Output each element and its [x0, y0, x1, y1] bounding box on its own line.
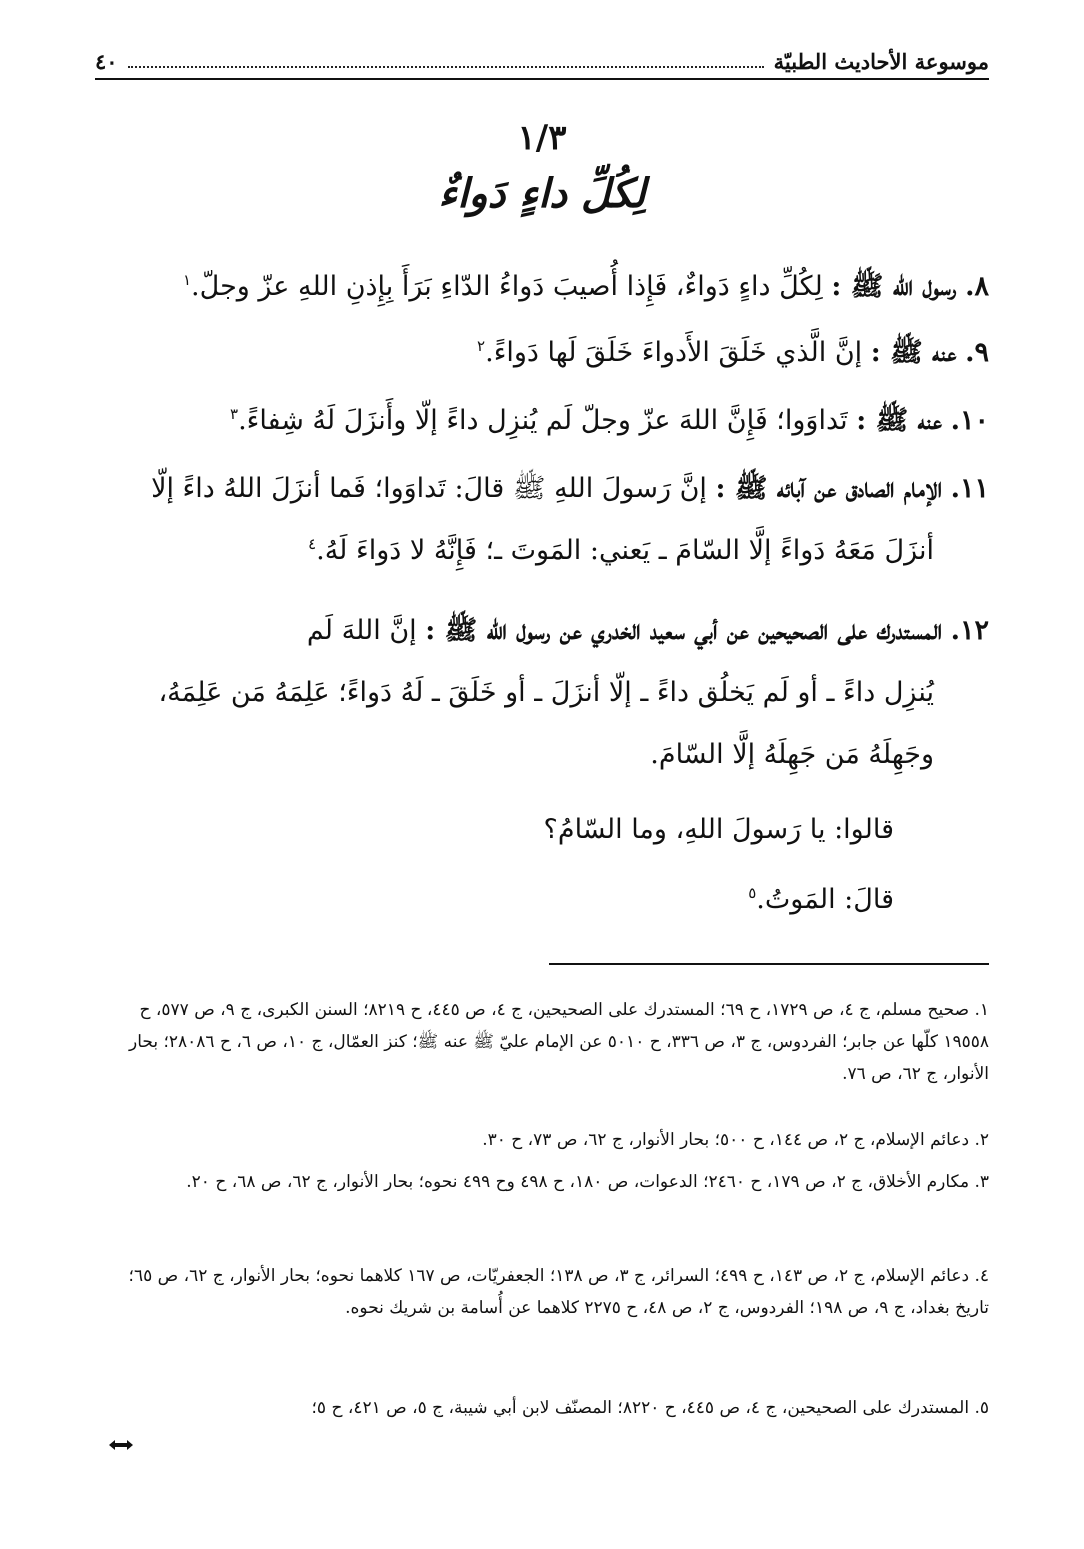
book-title: موسوعة الأحاديث الطبيّة — [773, 49, 989, 74]
hadith-12: ١٢. المستدرك على الصحيحين عن أبي سعيد الخدري عن رسول الله ﷺ : إنَّ اللهَ لَم يُنزِل داءً ـ أو لَم يَخلُق داءً ـ إلّا أنزَلَ ـ أو خَلَقَ ـ لَهُ دَواءً؛ عَلِمَهُ مَن عَلِمَهُ، وجَهِلَهُ مَن جَهِلَهُ إلَّا السّامَ. — [158, 615, 989, 770]
footnote-ref[interactable]: ٥ — [748, 884, 757, 902]
hadith-8: ٨. رسول الله ﷺ : لِكُلِّ داءٍ دَواءٌ، فَإِذا أُصيبَ دَواءُ الدّاءِ بَرَأَ بِإِذنِ اللهِ عزّ وجلّ.$^١$ — [182, 271, 989, 302]
hadith-10: ١٠. عنه ﷺ : تَداوَوا؛ فَإِنَّ اللهَ عزّ وجلّ لَم يُنزِل داءً إلّا وأَنزَلَ لَهُ شِفاءً.$^٣$ — [230, 405, 989, 436]
hadith-9: ٩. عنه ﷺ : إنَّ الَّذي خَلَقَ الأَدواءَ خَلَقَ لَها دَواءً.$^٢$ — [477, 337, 989, 368]
dialog-answer: قالَ: المَوتُ.$^٥$ — [748, 884, 894, 915]
dialog-question: قالوا: يا رَسولَ اللهِ، وما السّامُ؟ — [543, 814, 894, 845]
hadith-11: ١١. الإمام الصادق عن آبائه ﷺ : إنَّ رَسولَ اللهِ ﷺ قالَ: تَداوَوا؛ فَما أنزَلَ اللهُ داءً إلّا أنزَلَ مَعَهُ دَواءً إلَّا السّامَ ـ يَعني: المَوتَ ـ؛ فَإِنَّهُ لا دَواءَ لَهُ.$^٤$ — [151, 473, 989, 566]
double-arrow-icon — [108, 1438, 134, 1452]
page-number: ٤٠ — [95, 49, 118, 74]
footnote-1: ١. صحيح مسلم، ج ٤، ص ١٧٢٩، ح ٦٩؛ المستدرك على الصحيحين، ج ٤، ص ٤٤٥، ح ٨٢١٩؛ السنن الكبرى، ج ٩، ص ٥٧٧، ح ١٩٥٥٨ كلّها عن جابر؛ الفردوس، ج ٣، ص ٣٣٦، ح ٥٠١٠ عن الإمام عليّ ﷺ عنه ﷺ؛ كنز العمّال، ج ١٠، ص ٦، ح ٢٨٠٨٦؛ بحار الأنوار، ج ٦٢، ص ٧٦. — [129, 1000, 989, 1084]
footnote-4: ٤. دعائم الإسلام، ج ٢، ص ١٤٣، ح ٤٩٩؛ السرائر، ج ٣، ص ١٣٨؛ الجعفريّات، ص ١٦٧ كلاهما نحوه؛ بحار الأنوار، ج ٦٢، ص ٦٥؛ تاريخ بغداد، ج ٩، ص ١٩٨؛ الفردوس، ج ٢، ص ٤٨، ح ٢٢٧٥ كلاهما عن أُسامة بن شريك نحوه. — [128, 1266, 989, 1318]
section-number: ١/٣ — [517, 118, 567, 158]
running-header — [95, 42, 989, 80]
footnote-ref[interactable]: ٤ — [308, 535, 317, 553]
footnote-3: ٣. مكارم الأخلاق، ج ٢، ص ١٧٩، ح ٢٤٦٠؛ الدعوات، ص ١٨٠، ح ٤٩٨ وح ٤٩٩ نحوه؛ بحار الأنوار، ج ٦٢، ص ٦٨، ح ٢٠. — [186, 1172, 989, 1192]
header-leader-dots — [128, 66, 764, 68]
section-title: لِكُلِّ داءٍ دَواءٌ — [438, 170, 646, 217]
footnote-ref[interactable]: ٢ — [477, 337, 486, 355]
footnote-ref[interactable]: ٣ — [230, 405, 239, 423]
footnote-2: ٢. دعائم الإسلام، ج ٢، ص ١٤٤، ح ٥٠٠؛ بحار الأنوار، ج ٦٢، ص ٧٣، ح ٣٠. — [482, 1130, 989, 1150]
footnote-5: ٥. المستدرك على الصحيحين، ج ٤، ص ٤٤٥، ح ٨٢٢٠؛ المصنّف لابن أبي شيبة، ج ٥، ص ٤٢١، ح ٥؛ — [311, 1398, 989, 1418]
footnote-separator — [549, 963, 989, 965]
footnote-ref[interactable]: ١ — [182, 271, 192, 289]
